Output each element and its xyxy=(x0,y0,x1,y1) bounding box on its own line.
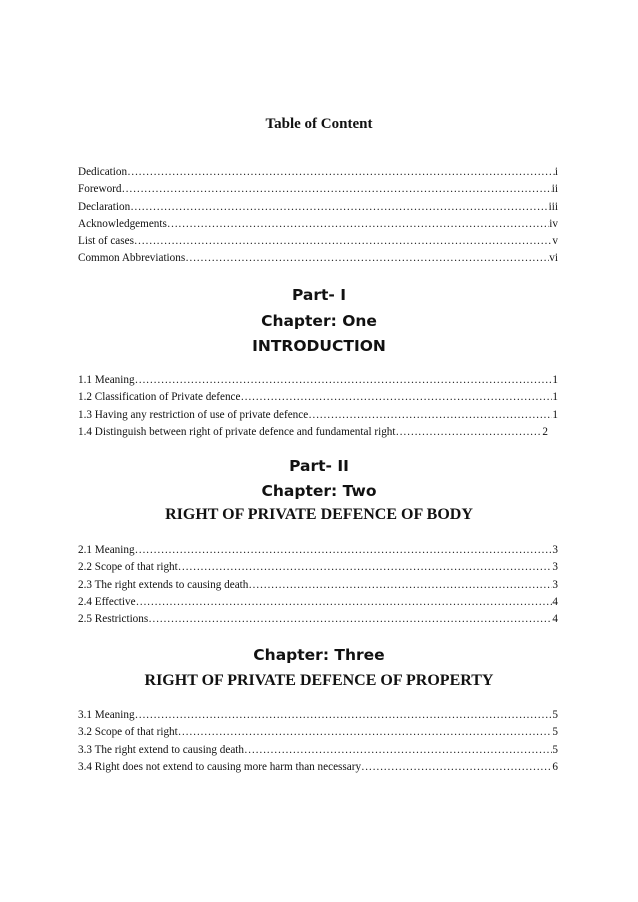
chapter-2-heading: RIGHT OF PRIVATE DEFENCE OF BODY xyxy=(165,506,473,523)
chapter-1-label: Chapter: One xyxy=(261,312,377,330)
toc-entry-label: Acknowledgements xyxy=(78,217,167,230)
toc-entry[interactable] xyxy=(78,389,558,406)
toc-entry-page: 5 xyxy=(552,743,558,756)
toc-entry-label: Common Abbreviations xyxy=(78,252,186,265)
part-2-label: Part- II xyxy=(289,457,349,475)
toc-entry-page: 6 xyxy=(552,760,558,773)
toc-entry-label: 2.3 The right extends to causing death xyxy=(78,578,249,591)
chapter-2-entries xyxy=(78,542,558,628)
toc-entry-page: 5 xyxy=(552,709,558,721)
toc-entry-page: 1 xyxy=(552,408,558,421)
toc-entry[interactable] xyxy=(78,164,558,181)
toc-entry[interactable] xyxy=(78,577,558,594)
toc-entry[interactable] xyxy=(78,759,558,776)
toc-entry-label: 2.5 Restrictions xyxy=(78,613,149,626)
toc-entry[interactable] xyxy=(78,559,558,576)
toc-entry[interactable] xyxy=(78,250,558,267)
toc-entry-label: 1.2 Classification of Private defence xyxy=(78,391,241,404)
toc-entry-page: 3 xyxy=(552,578,558,591)
toc-entry-label: 3.4 Right does not extend to causing more harm than necessary xyxy=(78,760,362,773)
page-title: Table of Content xyxy=(265,116,373,132)
toc-entry-label: 2.4 Effective xyxy=(78,595,136,608)
toc-entry[interactable] xyxy=(78,199,558,216)
toc-entry-label: 1.4 Distinguish between right of private defence and fundamental right xyxy=(78,425,396,438)
toc-entry[interactable] xyxy=(78,707,558,724)
toc-entry-label: List of cases xyxy=(78,235,134,248)
toc-entry[interactable] xyxy=(78,407,558,424)
chapter-2-label: Chapter: Two xyxy=(261,482,377,500)
toc-entry-label: 2.2 Scope of that right xyxy=(78,561,178,574)
chapter-3-entries xyxy=(78,707,558,776)
toc-entry-page: 5 xyxy=(552,726,558,739)
chapter-3-heading: RIGHT OF PRIVATE DEFENCE OF PROPERTY xyxy=(144,672,494,689)
toc-entry-page: 4 xyxy=(552,613,558,626)
toc-entry[interactable] xyxy=(78,424,548,441)
toc-entry-page: ii xyxy=(551,183,558,196)
toc-entry[interactable] xyxy=(78,742,558,759)
toc-entry-page: 3 xyxy=(552,544,558,556)
toc-entry-label: 3.1 Meaning xyxy=(78,709,135,721)
toc-entry-page: v xyxy=(552,235,558,248)
toc-entry-page: vi xyxy=(549,252,558,265)
front-matter-list xyxy=(78,164,558,268)
toc-entry[interactable] xyxy=(78,611,558,628)
toc-entry-label: Declaration xyxy=(78,200,131,213)
chapter-1-entries xyxy=(78,372,558,441)
toc-entry[interactable] xyxy=(78,233,558,250)
toc-entry-page: 1 xyxy=(552,391,558,404)
toc-entry-page: 4 xyxy=(552,595,558,608)
toc-entry-label: 3.3 The right extend to causing death xyxy=(78,743,245,756)
toc-entry-page: 1 xyxy=(552,374,558,386)
toc-entry[interactable] xyxy=(78,724,558,741)
toc-entry[interactable] xyxy=(78,594,558,611)
toc-entry[interactable] xyxy=(78,181,558,198)
toc-entry-page: i xyxy=(554,166,558,178)
chapter-3-label: Chapter: Three xyxy=(253,646,385,664)
toc-entry-page: 2 xyxy=(542,425,548,438)
part-1-label: Part- I xyxy=(291,286,347,304)
toc-entry-page: 3 xyxy=(552,561,558,574)
toc-entry-page: iv xyxy=(549,217,558,230)
toc-entry-label: 3.2 Scope of that right xyxy=(78,726,178,739)
toc-entry-label: 2.1 Meaning xyxy=(78,544,135,556)
toc-entry-label: 1.1 Meaning xyxy=(78,374,135,386)
toc-entry[interactable] xyxy=(78,372,558,389)
toc-entry-label: 1.3 Having any restriction of use of private defence xyxy=(78,408,309,421)
toc-entry[interactable] xyxy=(78,216,558,233)
toc-entry[interactable] xyxy=(78,542,558,559)
toc-entry-label: Dedication xyxy=(78,166,128,178)
chapter-1-heading: INTRODUCTION xyxy=(252,337,386,355)
toc-entry-page: iii xyxy=(548,200,558,213)
toc-entry-label: Foreword xyxy=(78,183,122,196)
